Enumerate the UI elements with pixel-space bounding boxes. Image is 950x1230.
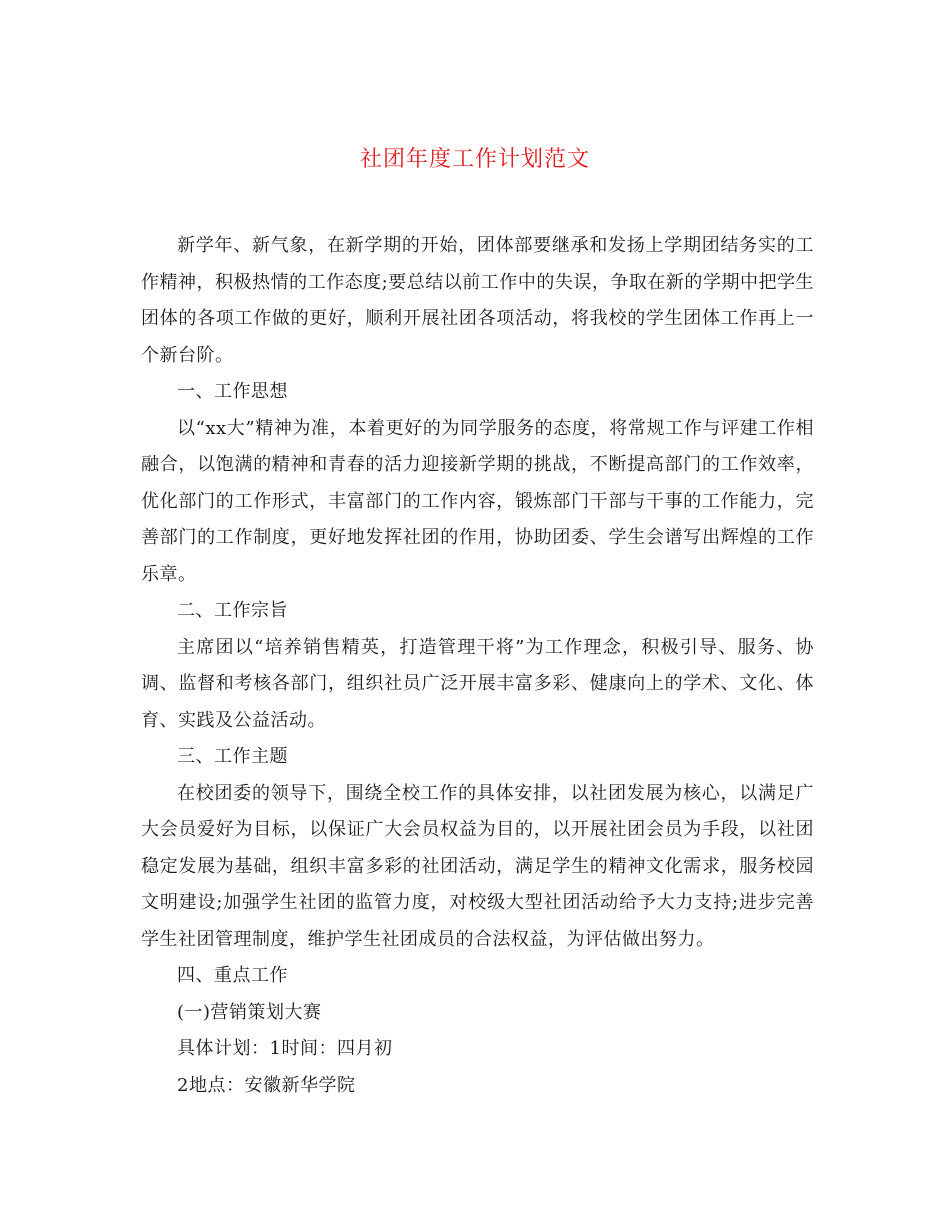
plan-location-line: 2地点：安徽新华学院 (177, 1074, 356, 1096)
work-purpose-paragraph: 主席团以“培养销售精英，打造管理干将”为工作理念，积极引导、服务、协调、监督和考核各部门，组织社员广泛开展丰富多彩、健康向上的学术、文化、体育、实践及公益活动。 (141, 636, 814, 731)
plan-time-line: 具体计划：1时间：四月初 (177, 1038, 393, 1059)
section-heading-work-theme: 三、工作主题 (177, 746, 288, 767)
section-heading-work-purpose: 二、工作宗旨 (177, 600, 288, 621)
work-theme-paragraph: 在校团委的领导下，围绕全校工作的具体安排，以社团发展为核心，以满足广大会员爱好为目标，以保证广大会员权益为目的，以开展社团会员为手段，以社团稳定发展为基础，组织丰富多彩的社团活动，满足学生的精神文化需求，服务校园文明建设;加强学生社团的监管力度，对校级大型社团活动给予大力支持;进步完善学生社团管理制度，维护学生社团成员的合法权益，为评估做出努力。 (141, 782, 814, 950)
document-title: 社团年度工作计划范文 (359, 147, 590, 172)
document-body (141, 228, 814, 1104)
section-heading-work-thought: 一、工作思想 (177, 381, 288, 402)
subheading-marketing-contest: (一)营销策划大赛 (177, 1001, 322, 1023)
intro-paragraph: 新学年、新气象，在新学期的开始，团体部要继承和发扬上学期团结务实的工作精神，积极热情的工作态度;要总结以前工作中的失误，争取在新的学期中把学生团体的各项工作做的更好，顺利开展社团各项活动，将我校的学生团体工作再上一个新台阶。 (141, 235, 814, 366)
section-heading-key-work: 四、重点工作 (177, 965, 288, 986)
work-thought-paragraph: 以“xx大”精神为准，本着更好的为同学服务的态度，将常规工作与评建工作相融合，以饱满的精神和青春的活力迎接新学期的挑战，不断提高部门的工作效率，优化部门的工作形式，丰富部门的工作内容，锻炼部门干部与干事的工作能力，完善部门的工作制度，更好地发挥社团的作用，协助团委、学生会谱写出辉煌的工作乐章。 (141, 417, 814, 585)
